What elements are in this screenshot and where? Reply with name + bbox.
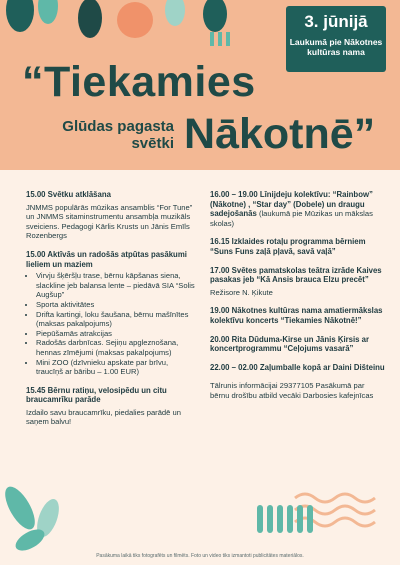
bottom-leaf-decoration-icon xyxy=(0,478,90,558)
event-location: Laukumā pie Nākotnes kultūras nama xyxy=(289,37,383,57)
item-heading: 17.00 Svētes pamatskolas teātra izrāde Kaives pasakas jeb “Kā Ansis brauca Elzu precēt” xyxy=(210,265,382,285)
item-heading: 15.45 Bērnu ratiņu, velosipēdu un citu braucamrīku parāde xyxy=(26,385,167,405)
title-line-2: Nākotnē” xyxy=(184,110,376,158)
list-item: • Radošās darbnīcas. Sejiņu apgleznošana, hennas zīmējumi (maksas pakalpojums) xyxy=(36,338,196,357)
list-item: • Mini ZOO (dzīvnieku apskate par brīvu, traucīņš ar bāribu – 1.00 EUR) xyxy=(36,358,196,377)
list-item: • Sporta aktivitātes xyxy=(36,300,196,310)
schedule-item xyxy=(210,237,385,256)
activity-list xyxy=(26,271,196,377)
item-heading: 16.15 Izklaides rotaļu programma bērniem “Suns Funs zaļā pļavā, savā vaļā” xyxy=(210,237,366,256)
title-line-1: “Tiekamies xyxy=(22,58,256,106)
date-badge xyxy=(286,6,386,72)
info-text: Tālrunis informācijai 29377105 Pasākumā par bērnu drošību atbild vecāki Darbosies kafejnīcas xyxy=(210,381,374,400)
footer-note: Pasākuma laikā tiks fotografēts un filmēts. Foto un video tiks izmantoti publicitātes materiālos. xyxy=(96,553,304,559)
item-heading: 15.00 Svētku atklāšana xyxy=(26,190,111,199)
item-heading: 20.00 Rita Dūduma-Kirse un Jānis Ķirsis ar koncertprogrammu “Ceļojums vasarā” xyxy=(210,334,370,354)
list-item: • Virvju šķēršļu trase, bērnu kāpšanas siena, slackline jeb balansa lente – piedāvā SIA “Solis Augšup” xyxy=(36,271,196,300)
item-text: Režisore N. Ķikute xyxy=(210,287,273,297)
item-heading-extra: (laukumā pie Mūzikas un mākslas skolas) xyxy=(210,209,373,228)
item-heading: 16.00 – 19.00 Līnijdeju kolektīvu: “Rainbow” (Nākotne) , “Star day” (Dobele) un draugu sadejošanās xyxy=(210,190,373,219)
item-heading: 19.00 Nākotnes kultūras nama amatiermākslas kolektīvu koncerts “Tiekamies Nākotnē!” xyxy=(210,306,383,325)
schedule-item xyxy=(26,190,196,241)
item-text: Izdailo savu braucamrīku, piedalies parādē un saņem balvu! xyxy=(26,407,181,427)
subtitle: Glūdas pagasta svētki xyxy=(62,118,174,152)
event-date: 3. jūnijā xyxy=(304,12,368,31)
schedule-right-column xyxy=(210,190,385,410)
header-banner xyxy=(0,0,400,170)
schedule-item xyxy=(26,386,196,427)
list-item: • Drifta kartingi, loku šaušana, bērnu mašīnītes (maksas pakalpojums) xyxy=(36,310,196,329)
schedule-item xyxy=(210,266,385,298)
list-item: • Piepūšamās atrakcijas xyxy=(36,329,196,339)
schedule-item xyxy=(210,190,385,228)
item-text: JNMMS populārās mūzikas ansamblis “For Tune” un JNMMS sitaminstrumentu ansambļa muzikāls sveiciens. Pedagogi Kārlis Krusts un Jānis Emīls Rozenbergs xyxy=(26,202,193,241)
schedule-item xyxy=(210,306,385,325)
schedule-left-column xyxy=(26,190,196,436)
schedule-item xyxy=(210,363,385,373)
item-heading: 22.00 – 02.00 Zaļumballe kopā ar Daini Dišteinu xyxy=(210,362,385,372)
item-heading: 15.00 Aktīvās un radošās atpūtas pasākumi lieliem un maziem xyxy=(26,249,187,269)
schedule-item xyxy=(26,250,196,377)
stripes-decoration-icon xyxy=(255,505,325,535)
info-block xyxy=(210,381,385,400)
schedule-item xyxy=(210,335,385,354)
leaf-decoration-icon xyxy=(0,0,280,60)
